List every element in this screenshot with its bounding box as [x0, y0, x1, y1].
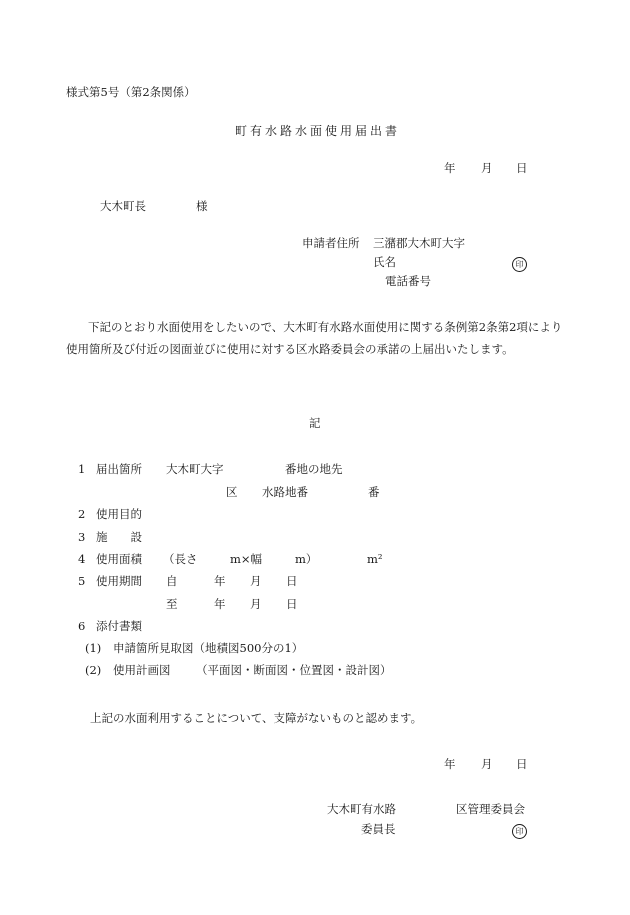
- ki-heading: 記: [309, 416, 321, 430]
- approval-date-month: 月: [481, 757, 493, 771]
- item5-number: 5: [78, 574, 86, 588]
- item4-width-unit: m×幅: [230, 552, 263, 566]
- item6-sub2-text: （平面図・断面図・位置図・設計図）: [196, 663, 392, 677]
- committee-left: 大木町有水路: [327, 802, 396, 816]
- body-text: 下記のとおり水面使用をしたいので、大木町有水路水面使用に関する条例第2条第2項により使用箇所及び付近の図面並びに使用に対する区水路委員会の承諾の上届出いたします。: [66, 320, 563, 356]
- item5-from-month: 月: [250, 574, 262, 588]
- item5-to-month: 月: [250, 597, 262, 611]
- applicant-address-label: 申請者住所: [302, 236, 360, 250]
- item2-label: 使用目的: [96, 507, 142, 521]
- item5-to-year: 年: [214, 597, 226, 611]
- item4-label: 使用面積: [96, 552, 142, 566]
- item4-area-unit: m²: [367, 552, 383, 566]
- item5-label: 使用期間: [96, 574, 142, 588]
- approval-date-year: 年: [444, 757, 456, 771]
- item2-number: 2: [78, 507, 86, 521]
- item1-label: 届出箇所: [96, 462, 142, 476]
- committee-seal: [512, 822, 527, 839]
- item1-part1: 大木町大字: [166, 462, 224, 476]
- item6-sub1-text: 申請箇所見取図（地積図500分の1）: [113, 641, 304, 655]
- item5-from-year: 年: [214, 574, 226, 588]
- item5-from-day: 日: [286, 574, 298, 588]
- addressee-name: 大木町長: [100, 199, 146, 213]
- committee-right: 区管理委員会: [456, 802, 525, 816]
- item6-sub2-label: 使用計画図: [113, 663, 171, 677]
- addressee-honorific: 様: [196, 199, 208, 213]
- item5-to-day: 日: [286, 597, 298, 611]
- item5-from: 自: [166, 574, 178, 588]
- item6-sub1-number: (1): [85, 641, 102, 655]
- item6-number: 6: [78, 619, 86, 633]
- item3-label: 施 設: [96, 530, 142, 544]
- committee-chair: 委員長: [361, 822, 396, 836]
- applicant-name-label: 氏名: [373, 255, 396, 269]
- applicant-address-value: 三潴郡大木町大字: [373, 236, 465, 250]
- document-title: 町有水路水面使用届出書: [235, 124, 401, 138]
- date-day: 日: [516, 161, 528, 175]
- seal-mark: 印: [512, 824, 527, 839]
- item6-label: 添付書類: [96, 619, 142, 633]
- item1-part2: 番地の地先: [285, 462, 343, 476]
- item1-part4: 水路地番: [262, 485, 308, 499]
- applicant-phone-label: 電話番号: [385, 274, 431, 288]
- item3-number: 3: [78, 530, 86, 544]
- item1-part3: 区: [226, 485, 238, 499]
- form-number: 様式第5号（第2条関係）: [66, 85, 196, 99]
- item4-number: 4: [78, 552, 86, 566]
- date-month: 月: [481, 161, 493, 175]
- seal-mark: 印: [512, 257, 527, 272]
- applicant-seal: [512, 255, 527, 272]
- item5-to: 至: [166, 597, 178, 611]
- item1-number: 1: [78, 462, 86, 476]
- item4-close-unit: m）: [295, 552, 318, 566]
- approval-text: 上記の水面利用することについて、支障がないものと認めます。: [90, 711, 423, 725]
- date-year: 年: [444, 161, 456, 175]
- approval-date-day: 日: [516, 757, 528, 771]
- item6-sub2-number: (2): [85, 663, 102, 677]
- item4-length-label: （長さ: [163, 552, 198, 566]
- item1-part5: 番: [368, 485, 380, 499]
